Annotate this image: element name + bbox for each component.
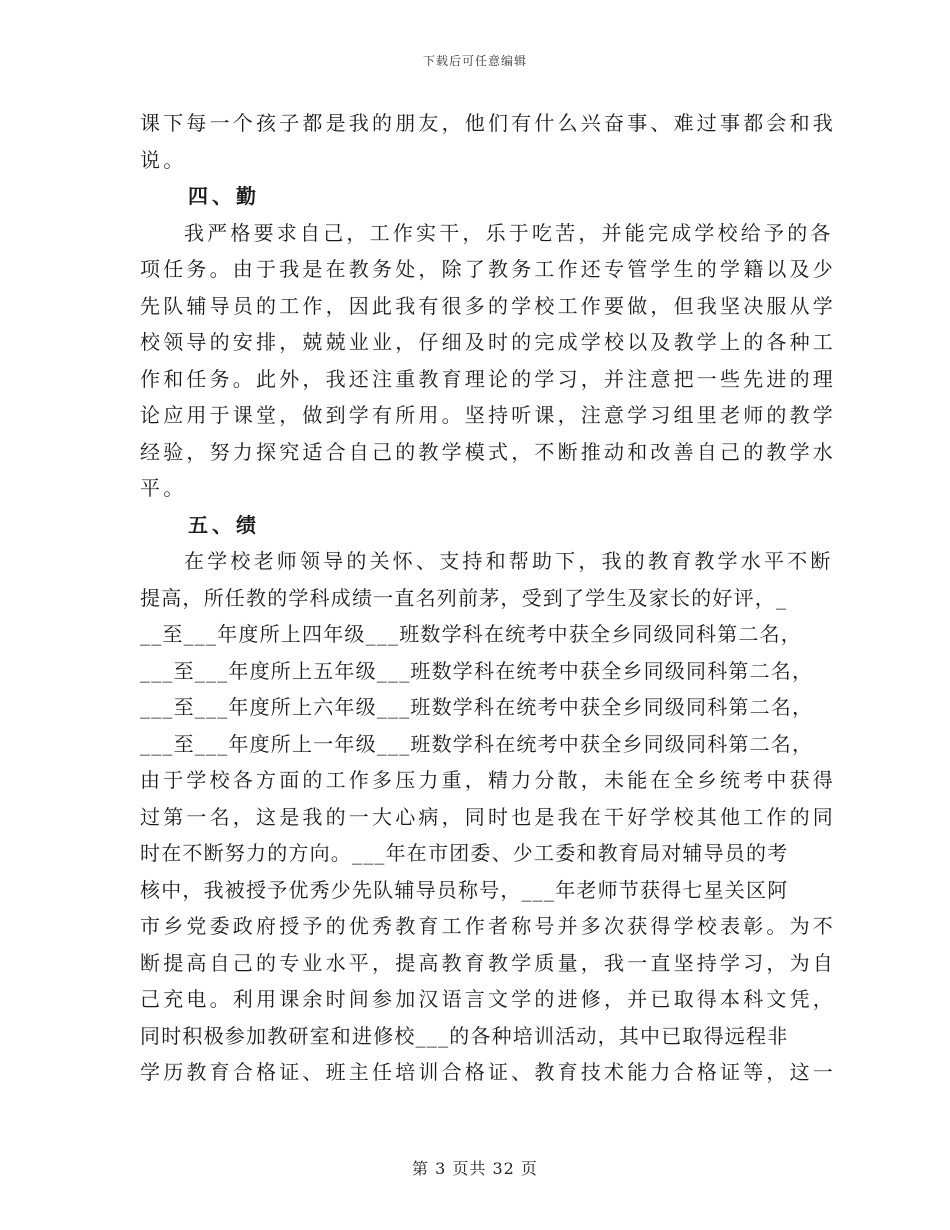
text-line: 校领导的安排，兢兢业业，仔细及时的完成学校以及教学上的各种工	[140, 330, 836, 354]
text-line: 课下每一个孩子都是我的朋友，他们有什么兴奋事、难过事都会和我	[140, 111, 836, 135]
text-line: 提高，所任教的学科成绩一直名列前茅，受到了学生及家长的好评，_	[140, 585, 788, 610]
text-line: 断提高自己的专业水平，提高教育教学质量，我一直坚持学习，为自	[140, 950, 836, 975]
paragraph-first-line: 在学校老师领导的关怀、支持和帮助下，我的教育教学水平不断	[184, 549, 834, 573]
text-line: 作和任务。此外，我还注重教育理论的学习，并注意把一些先进的理	[140, 366, 836, 391]
text-line: __至___年度所上四年级___班数学科在统考中获全乡同级同科第二名，	[140, 622, 802, 646]
document-body	[140, 105, 836, 1091]
text-line: 过第一名，这是我的一大心病，同时也是我在干好学校其他工作的同	[140, 804, 836, 829]
text-line: 先队辅导员的工作，因此我有很多的学校工作要做，但我坚决服从学	[140, 293, 836, 318]
text-line: 说。	[140, 147, 187, 172]
section-heading: 四、勤	[188, 184, 260, 208]
text-line: 时在不断努力的方向。___年在市团委、少工委和教育局对辅导员的考	[140, 841, 789, 865]
page-number: 第 3 页共 32 页	[412, 1159, 538, 1178]
text-line: 学历教育合格证、班主任培训合格证、教育技术能力合格证等，这一	[140, 1060, 836, 1084]
text-line: ___至___年度所上五年级___班数学科在统考中获全乡同级同科第二名，	[140, 658, 814, 683]
text-line: 核中，我被授予优秀少先队辅导员称号，___年老师节获得七星关区阿	[140, 877, 789, 902]
text-line: 项任务。由于我是在教务处，除了教务工作还专管学生的学籍以及少	[140, 257, 836, 281]
text-line: 市乡党委政府授予的优秀教育工作者称号并多次获得学校表彰。为不	[140, 914, 836, 938]
section-heading: 五、绩	[188, 512, 260, 537]
text-line: ___至___年度所上六年级___班数学科在统考中获全乡同级同科第二名，	[140, 695, 814, 719]
text-line: 同时积极参加教研室和进修校___的各种培训活动，其中已取得远程非	[140, 1023, 789, 1048]
text-line: ___至___年度所上一年级___班数学科在统考中获全乡同级同科第二名，	[140, 731, 814, 756]
text-line: 由于学校各方面的工作多压力重，精力分散，未能在全乡统考中获得	[140, 768, 836, 792]
text-line: 论应用于课堂，做到学有所用。坚持听课，注意学习组里老师的教学	[140, 403, 836, 427]
paragraph-first-line: 我严格要求自己，工作实干，乐于吃苦，并能完成学校给予的各	[184, 220, 834, 245]
text-line: 平。	[140, 476, 187, 500]
page-header: 下载后可任意编辑	[422, 54, 527, 68]
text-line: 经验，努力探究适合自己的教学模式，不断推动和改善自己的教学水	[140, 439, 836, 464]
text-line: 己充电。利用课余时间参加汉语言文学的进修，并已取得本科文凭，	[140, 987, 836, 1011]
